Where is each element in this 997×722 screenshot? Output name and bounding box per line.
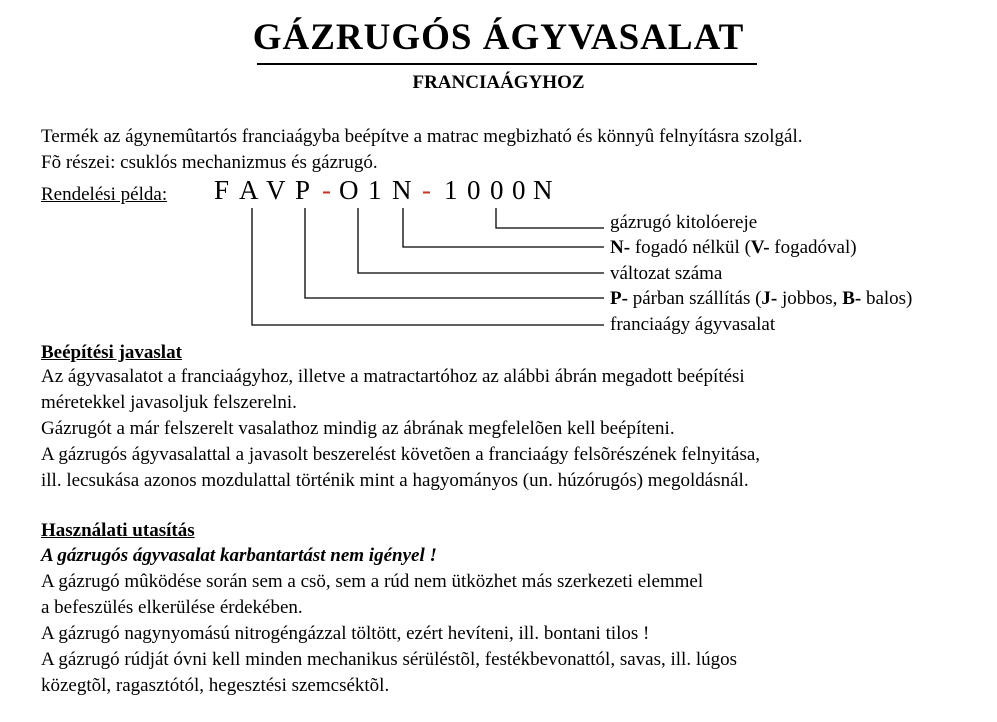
leader-line-pair	[305, 208, 604, 298]
legend-version: változat száma	[610, 263, 723, 284]
order-code-O: O	[339, 175, 362, 205]
usage-heading: Használati utasítás	[41, 520, 195, 541]
usage-line-4: A gázrugó rúdját óvni kell minden mechanikus sérüléstõl, festékbevonattól, savas, ill. lúgos	[41, 649, 737, 670]
order-code-F: F	[214, 175, 233, 205]
installation-heading: Beépítési javaslat	[41, 342, 182, 363]
order-code-N: N	[392, 175, 415, 205]
order-code-1: 1	[368, 175, 385, 205]
order-code-dash-1: -	[322, 175, 334, 205]
order-code-digit-3: 0	[490, 175, 507, 205]
legend-receiver: N- fogadó nélkül (V- fogadóval)	[610, 237, 857, 258]
intro-line-1: Termék az ágynemûtartós franciaágyba beépítve a matrac megbizható és könnyû felnyításra szolgál.	[41, 126, 803, 147]
usage-line-3: A gázrugó nagynyomású nitrogéngázzal töltött, ezért hevíteni, ill. bontani tilos !	[41, 623, 650, 644]
leader-line-version	[358, 208, 604, 273]
order-code-dash-2: -	[422, 175, 434, 205]
page-title: GÁZRUGÓS ÁGYVASALAT	[252, 17, 745, 58]
intro-line-2: Fõ részei: csuklós mechanizmus és gázrugó.	[41, 152, 378, 173]
order-code-P: P	[295, 175, 314, 205]
installation-line-3: Gázrugót a már felszerelt vasalathoz mindig az ábrának megfelelõen kell beépíteni.	[41, 418, 675, 439]
order-code-A: A	[239, 175, 262, 205]
installation-line-1: Az ágyvasalatot a franciaágyhoz, illetve a matractartóhoz az alábbi ábrán megadott beépítési	[41, 366, 745, 387]
leader-line-force	[496, 208, 604, 228]
order-code-V: V	[266, 175, 289, 205]
page-subtitle: FRANCIAÁGYHOZ	[412, 72, 585, 93]
order-code-digit-2: 0	[467, 175, 484, 205]
usage-line-1: A gázrugó mûködése során sem a csö, sem a rúd nem ütközhet más szerkezeti elemmel	[41, 571, 704, 592]
usage-emphasis: A gázrugós ágyvasalat karbantartást nem igényel !	[41, 545, 437, 566]
installation-line-4: A gázrugós ágyvasalattal a javasolt beszerelést követõen a franciaágy felsõrészének felnyitása,	[41, 444, 761, 465]
legend-force: gázrugó kitolóereje	[610, 212, 758, 233]
installation-line-5: ill. lecsukása azonos mozdulattal történik mint a hagyományos (un. húzórugós) megoldásnál.	[41, 470, 749, 491]
order-code-digit-1: 1	[444, 175, 461, 205]
legend-bed-hardware: franciaágy ágyvasalat	[610, 314, 776, 335]
order-code-suffix-N: N	[533, 175, 556, 205]
order-example-label: Rendelési példa:	[41, 184, 168, 205]
usage-line-2: a befeszülés elkerülése érdekében.	[41, 597, 303, 618]
legend-pair: P- párban szállítás (J- jobbos, B- balos)	[610, 288, 913, 309]
installation-line-2: méretekkel javasoljuk felszerelni.	[41, 392, 297, 413]
usage-line-5: közegtõl, ragasztótól, hegesztési szemcséktõl.	[41, 675, 390, 696]
order-code-digit-4: 0	[512, 175, 529, 205]
